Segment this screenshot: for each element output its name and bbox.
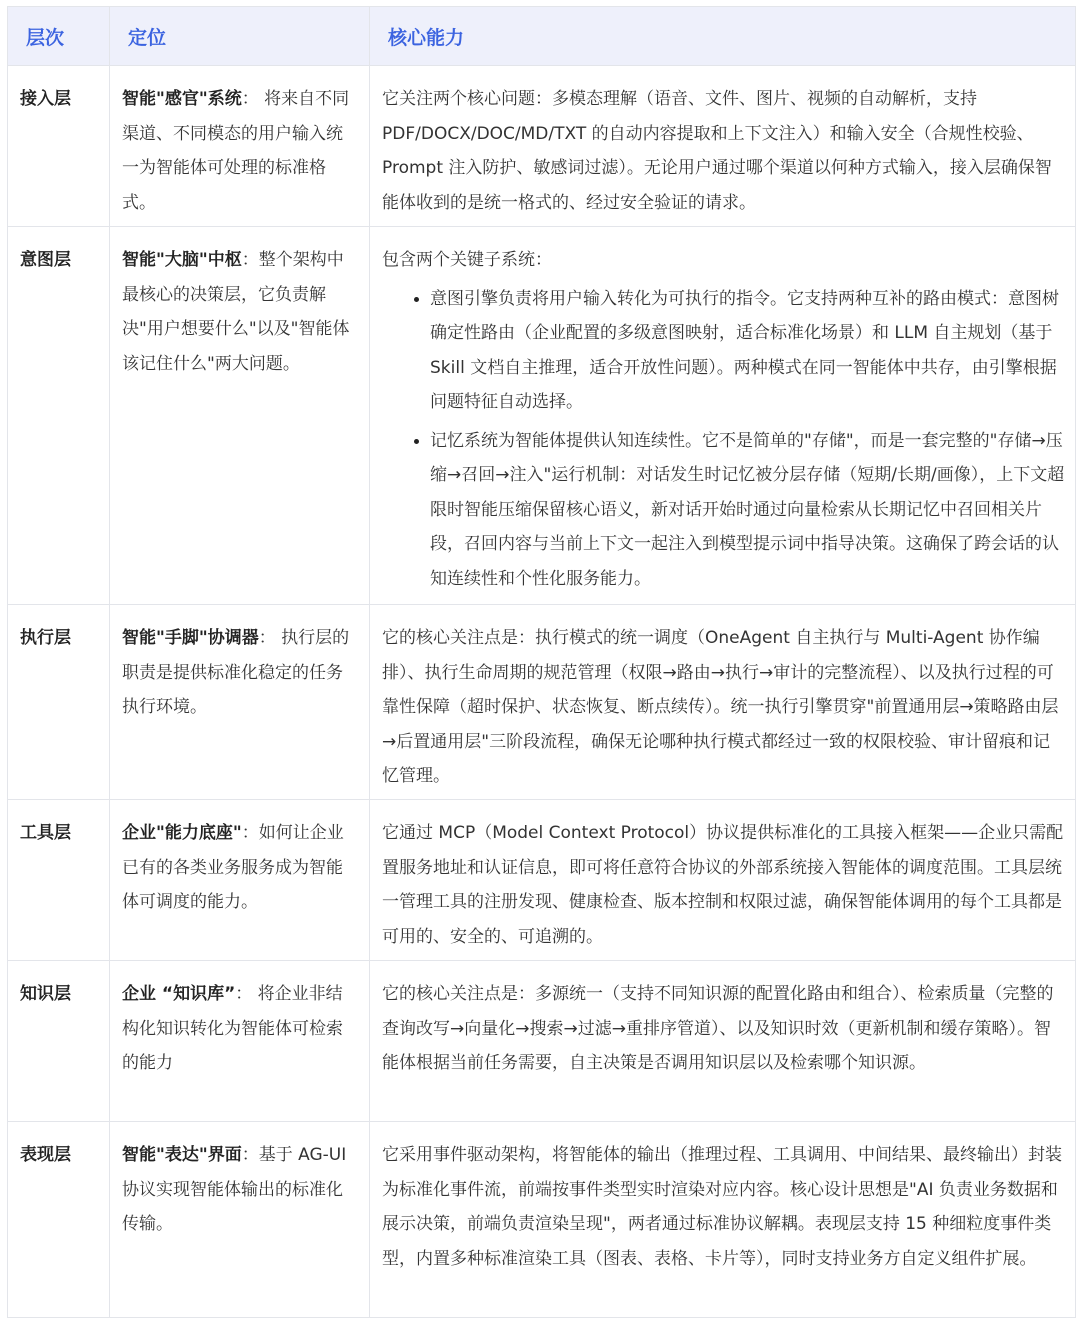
architecture-layers-table	[7, 6, 1076, 1318]
positioning-lead: 智能"感官"系统	[122, 89, 242, 109]
table-row	[8, 961, 1076, 1122]
table-row	[8, 800, 1076, 961]
architecture-table-container	[7, 6, 1075, 1318]
layer-positioning	[110, 66, 370, 227]
layer-name: 工具层	[8, 800, 110, 961]
layer-positioning	[110, 800, 370, 961]
layer-name: 意图层	[8, 227, 110, 605]
layer-name: 表现层	[8, 1122, 110, 1318]
positioning-lead: 企业 “知识库”	[122, 984, 236, 1004]
layer-name: 执行层	[8, 605, 110, 800]
table-row	[8, 605, 1076, 800]
layer-capability: 它的核心关注点是：多源统一（支持不同知识源的配置化路由和组合）、检索质量（完整的查询改写→向量化→搜索→过滤→重排序管道）、以及知识时效（更新机制和缓存策略）。智能体根据当前任务需要，自主决策是否调用知识层以及检索哪个知识源。	[370, 961, 1076, 1122]
table-row	[8, 227, 1076, 605]
list-item: • 意图引擎负责将用户输入转化为可执行的指令。它支持两种互补的路由模式：意图树确定性路由（企业配置的多级意图映射，适合标准化场景）和 LLM 自主规划（基于 Skill 文档自主推理，适合开放性问题）。两种模式在同一智能体中共存，由引擎根据问题特征自动选择。	[430, 282, 1065, 420]
layer-positioning	[110, 605, 370, 800]
positioning-text: ：如何让企业已有的各类业务服务成为智能体可调度的能力。	[122, 823, 344, 912]
positioning-text: ：整个架构中最核心的决策层，它负责解决"用户想要什么"以及"智能体该记住什么"两大问题。	[122, 250, 350, 374]
header-layer: 层次	[8, 7, 110, 66]
table-row	[8, 1122, 1076, 1318]
positioning-lead: 智能"手脚"协调器	[122, 628, 259, 648]
layer-positioning	[110, 227, 370, 605]
positioning-text: ：基于 AG-UI 协议实现智能体输出的标准化传输。	[122, 1145, 347, 1234]
positioning-lead: 企业"能力底座"	[122, 823, 242, 843]
layer-name: 接入层	[8, 66, 110, 227]
layer-capability: 它的核心关注点是：执行模式的统一调度（OneAgent 自主执行与 Multi-Agent 协作编排）、执行生命周期的规范管理（权限→路由→执行→审计的完整流程）、以及执行过程的可靠性保障（超时保护、状态恢复、断点续传）。统一执行引擎贯穿"前置通用层→策略路由层→后置通用层"三阶段流程，确保无论哪种执行模式都经过一致的权限校验、审计留痕和记忆管理。	[370, 605, 1076, 800]
table-row	[8, 66, 1076, 227]
header-positioning: 定位	[110, 7, 370, 66]
capability-intro: 包含两个关键子系统：	[382, 250, 552, 270]
layer-capability: 它采用事件驱动架构，将智能体的输出（推理过程、工具调用、中间结果、最终输出）封装为标准化事件流，前端按事件类型实时渲染对应内容。核心设计思想是"AI 负责业务数据和展示决策，前端负责渲染呈现"，两者通过标准协议解耦。表现层支持 15 种细粒度事件类型，内置多种标准渲染工具（图表、表格、卡片等），同时支持业务方自定义组件扩展。	[370, 1122, 1076, 1318]
positioning-text: ： 执行层的职责是提供标准化稳定的任务执行环境。	[122, 628, 350, 717]
layer-capability: 它关注两个核心问题：多模态理解（语音、文件、图片、视频的自动解析，支持 PDF/DOCX/DOC/MD/TXT 的自动内容提取和上下文注入）和输入安全（合规性校验、Prompt 注入防护、敏感词过滤）。无论用户通过哪个渠道以何种方式输入，接入层确保智能体收到的是统一格式的、经过安全验证的请求。	[370, 66, 1076, 227]
layer-capability	[370, 227, 1076, 605]
layer-positioning	[110, 961, 370, 1122]
positioning-lead: 智能"表达"界面	[122, 1145, 242, 1165]
layer-capability: 它通过 MCP（Model Context Protocol）协议提供标准化的工具接入框架——企业只需配置服务地址和认证信息，即可将任意符合协议的外部系统接入智能体的调度范围。工具层统一管理工具的注册发现、健康检查、版本控制和权限过滤，确保智能体调用的每个工具都是可用的、安全的、可追溯的。	[370, 800, 1076, 961]
positioning-lead: 智能"大脑"中枢	[122, 250, 242, 270]
layer-positioning	[110, 1122, 370, 1318]
list-item: • 记忆系统为智能体提供认知连续性。它不是简单的"存储"，而是一套完整的"存储→压缩→召回→注入"运行机制：对话发生时记忆被分层存储（短期/长期/画像），上下文超限时智能压缩保留核心语义，新对话开始时通过向量检索从长期记忆中召回相关片段，召回内容与当前上下文一起注入到模型提示词中指导决策。这确保了跨会话的认知连续性和个性化服务能力。	[430, 424, 1065, 597]
layer-name: 知识层	[8, 961, 110, 1122]
header-core-capability: 核心能力	[370, 7, 1076, 66]
positioning-text: ： 将来自不同渠道、不同模态的用户输入统一为智能体可处理的标准格式。	[122, 89, 350, 213]
table-header-row	[8, 7, 1076, 66]
capability-bullet-list	[382, 282, 1065, 597]
positioning-text: ： 将企业非结构化知识转化为智能体可检索的能力	[122, 984, 343, 1073]
